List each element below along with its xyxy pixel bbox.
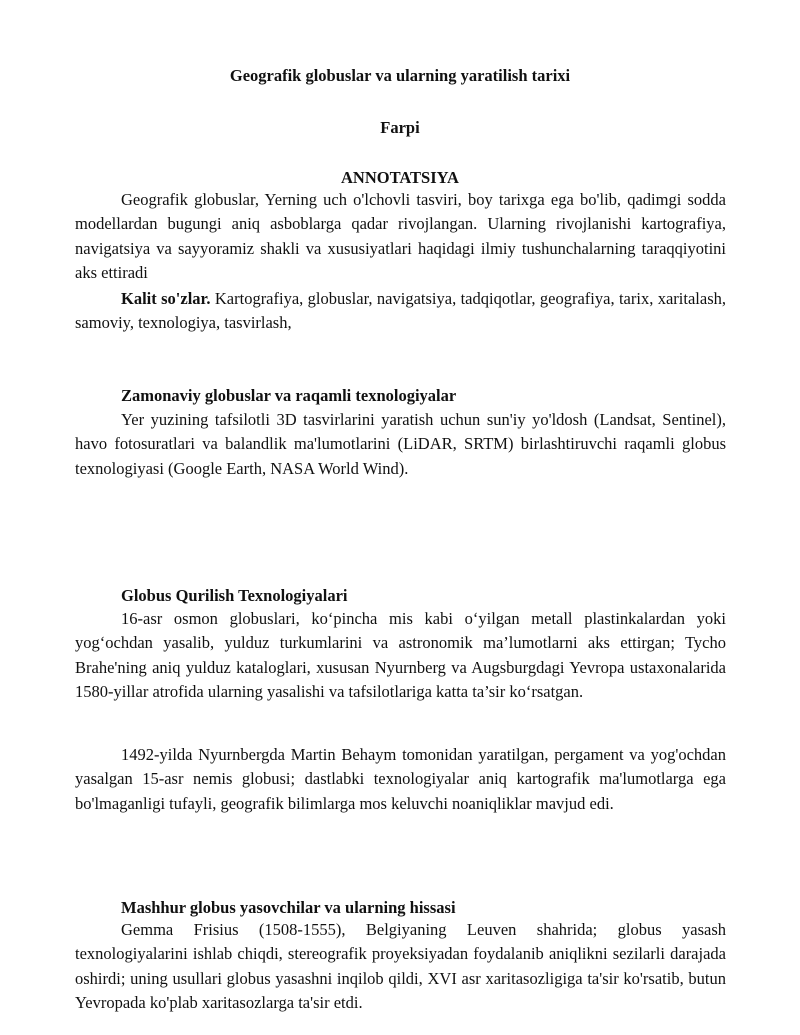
document-title: Geografik globuslar va ularning yaratilish tarixi (229, 66, 571, 85)
keywords-label: Kalit so'zlar. (121, 289, 211, 308)
keywords-text: Kartografiya, globuslar, navigatsiya, tadqiqotlar, geografiya, tarix, xaritalash, samoviy, texnologiya, tasvirlash, (75, 289, 726, 333)
section-heading-digital-globes: Zamonaviy globuslar va raqamli texnologiyalar (121, 386, 457, 405)
section-paragraph: 1492-yilda Nyurnbergda Martin Behaym tomonidan yaratilgan, pergament va yog'ochdan yasalgan 15-asr nemis globusi; dastlabki texnologiyalar aniq kartografik ma'lumotlarga ega bo'lmaganligi tufayli, geografik bilimlarga mos keluvchi noaniqliklar mavjud edi. (75, 745, 726, 813)
section-paragraph: Gemma Frisius (1508-1555), Belgiyaning Leuven shahrida; globus yasash texnologiyalarini ishlab chiqdi, stereografik proyeksiyadan foydalanib aniqlikni sezilarli darajada oshirdi; uning usullari globus yasashni inqilob qildi, XVI asr xaritasozligiga ta'sir ko'rsatib, butun Yevropada ko'plab xaritasozlarga ta'sir etdi. (75, 920, 726, 1013)
section-heading-globe-makers: Mashhur globus yasovchilar va ularning hissasi (121, 898, 456, 917)
section-heading-construction-tech: Globus Qurilish Texnologiyalari (121, 586, 348, 605)
keywords-paragraph (75, 287, 726, 336)
section-paragraph: Yer yuzining tafsilotli 3D tasvirlarini yaratish uchun sun'iy yo'ldosh (Landsat, Sentinel), havo fotosuratlari va balandlik ma'lumotlarini (LiDAR, SRTM) birlashtiruvchi raqamli globus texnologiyasi (Google Earth, NASA World Wind). (75, 410, 726, 478)
annotation-heading: ANNOTATSIYA (341, 168, 459, 187)
section-paragraph: 16-asr osmon globuslari, ko‘pincha mis kabi o‘yilgan metall plastinkalardan yoki yog‘ochdan yasalib, yulduz turkumlarini va astronomik ma’lumotlarni aks ettirgan; Tycho Brahe'ning aniq yulduz kataloglari, xususan Nyurnberg va Augsburgdagi Yevropa ustaxonalarida 1580-yillar atrofida ularning yasalishi va tafsilotlariga katta ta’sir ko‘rsatgan. (75, 609, 726, 702)
author-name: Farpi (380, 118, 420, 137)
annotation-text: Geografik globuslar, Yerning uch o'lchovli tasviri, boy tarixga ega bo'lib, qadimgi sodda modellardan bugungi aniq asboblarga qadar rivojlangan. Ularning rivojlanishi kartografiya, navigatsiya va sayyoramiz shakli va xususiyatlari haqidagi ilmiy tushunchalarning taraqqiyotini aks ettiradi (75, 190, 726, 283)
